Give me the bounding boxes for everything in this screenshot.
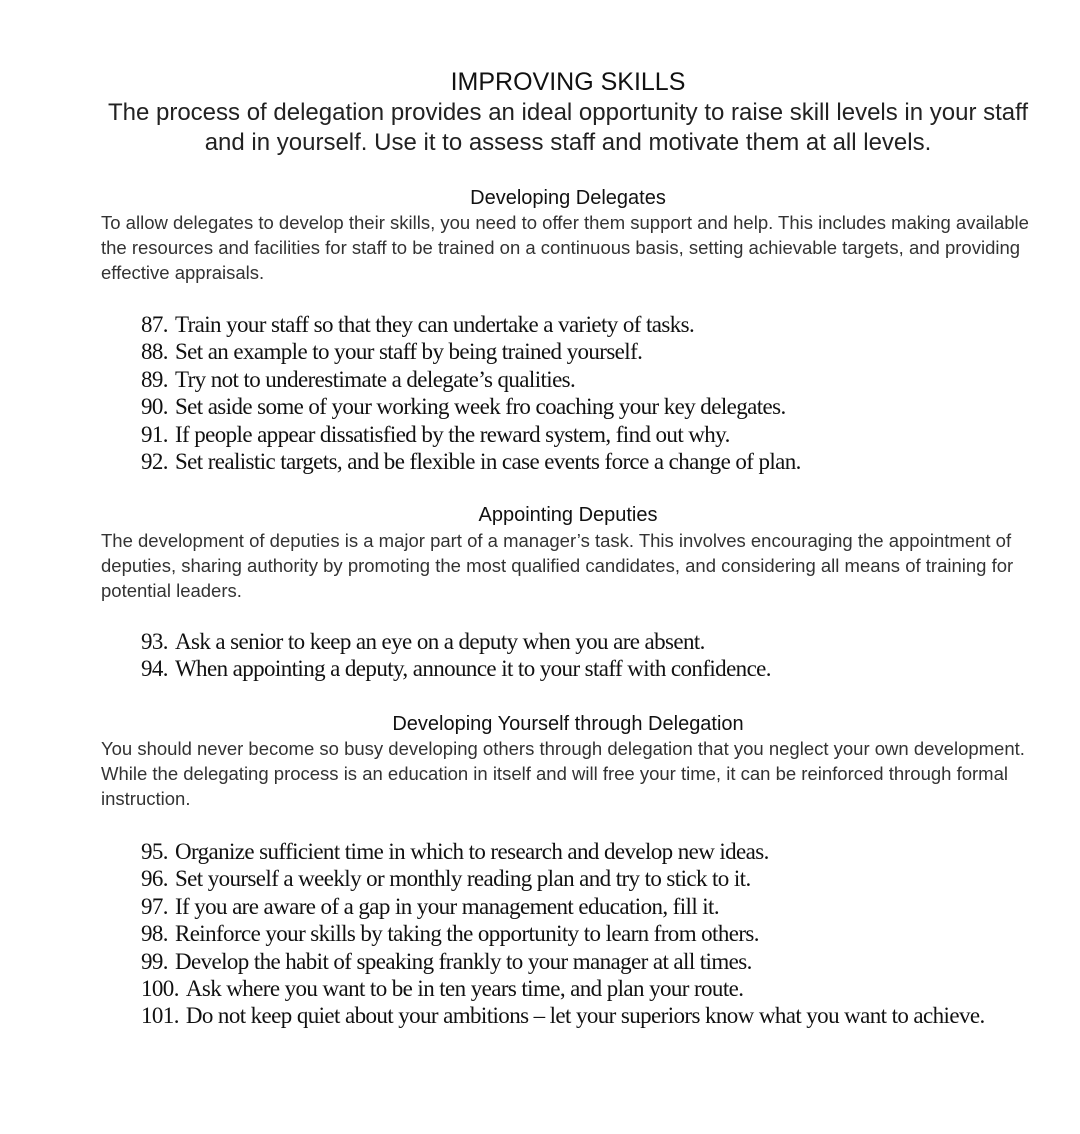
page-title: IMPROVING SKILLS [450,68,686,96]
list-developing-delegates [141,311,1021,475]
list-item-number: 95. [141,839,168,864]
list-item-number: 90. [141,394,168,420]
list-item-number: 88. [141,339,168,365]
list-item-text: Do not keep quiet about your ambitions – let your superiors know what you want to achieve. [185,1003,985,1029]
list-item [141,421,1021,448]
list-item [141,865,1021,892]
list-item-text: If people appear dissatisfied by the reward system, find out why. [174,421,730,447]
list-item-number: 101. [141,1003,179,1029]
list-item [141,920,1021,947]
list-item-text: Train your staff so that they can undertake a variety of tasks. [174,312,695,337]
list-item-number: 99. [141,948,168,974]
list-item [141,893,1021,920]
list-item [141,1002,1021,1029]
list-item-number: 91. [141,421,168,447]
list-item-text: Reinforce your skills by taking the opportunity to learn from others. [174,921,759,947]
list-item [141,448,1021,475]
list-item-text: Organize sufficient time in which to research and develop new ideas. [174,839,769,864]
list-item [141,975,1021,1002]
list-item [141,338,1021,365]
list-item [141,655,1021,682]
list-appointing-deputies [141,628,1021,683]
list-item-text: Ask a senior to keep an eye on a deputy when you are absent. [174,629,705,654]
section-heading-developing-delegates: Developing Delegates [470,187,666,209]
list-item-text: Develop the habit of speaking frankly to your manager at all times. [174,948,752,974]
list-item-number: 93. [141,629,168,654]
list-item-number: 96. [141,866,168,892]
section-paragraph-developing-yourself: You should never become so busy developing others through delegation that you neglect your own development. While the delegating process is an education in itself and will free your time, it can be reinforced through formal instruction. [101,738,1025,809]
section-paragraph-developing-delegates: To allow delegates to develop their skills, you need to offer them support and help. This includes making available the resources and facilities for staff to be trained on a continuous basis, setting achievable targets, and providing effective appraisals. [101,212,1029,283]
list-item-text: Ask where you want to be in ten years time, and plan your route. [185,976,744,1002]
section-paragraph-appointing-deputies: The development of deputies is a major part of a manager’s task. This involves encouraging the appointment of deputies, sharing authority by promoting the most qualified candidates, and considering all means of training for potential leaders. [101,530,1014,601]
list-item [141,366,1021,393]
list-item-text: Set realistic targets, and be flexible in case events force a change of plan. [174,449,801,475]
list-item [141,948,1021,975]
list-item-number: 87. [141,312,168,337]
intro-paragraph: The process of delegation provides an ideal opportunity to raise skill levels in your staff and in yourself. Use it to assess staff and motivate them at all levels. [107,99,1029,156]
list-item-number: 100. [141,976,179,1002]
list-item-text: Set yourself a weekly or monthly reading plan and try to stick to it. [174,866,751,892]
list-item-text: If you are aware of a gap in your management education, fill it. [174,893,719,919]
list-item-text: Try not to underestimate a delegate’s qualities. [174,366,576,392]
list-item-number: 89. [141,366,168,392]
list-item-number: 94. [141,656,168,682]
list-item-text: Set aside some of your working week fro coaching your key delegates. [174,394,786,420]
list-item-number: 98. [141,921,168,947]
section-heading-developing-yourself: Developing Yourself through Delegation [392,713,744,735]
list-item-number: 92. [141,449,168,475]
list-item [141,838,1021,865]
list-item [141,311,1021,338]
section-heading-appointing-deputies: Appointing Deputies [478,504,658,526]
list-item [141,628,1021,655]
list-item-text: Set an example to your staff by being trained yourself. [174,339,643,365]
list-item [141,393,1021,420]
list-developing-yourself [141,838,1021,1030]
list-item-text: When appointing a deputy, announce it to your staff with confidence. [174,656,771,682]
list-item-number: 97. [141,893,168,919]
